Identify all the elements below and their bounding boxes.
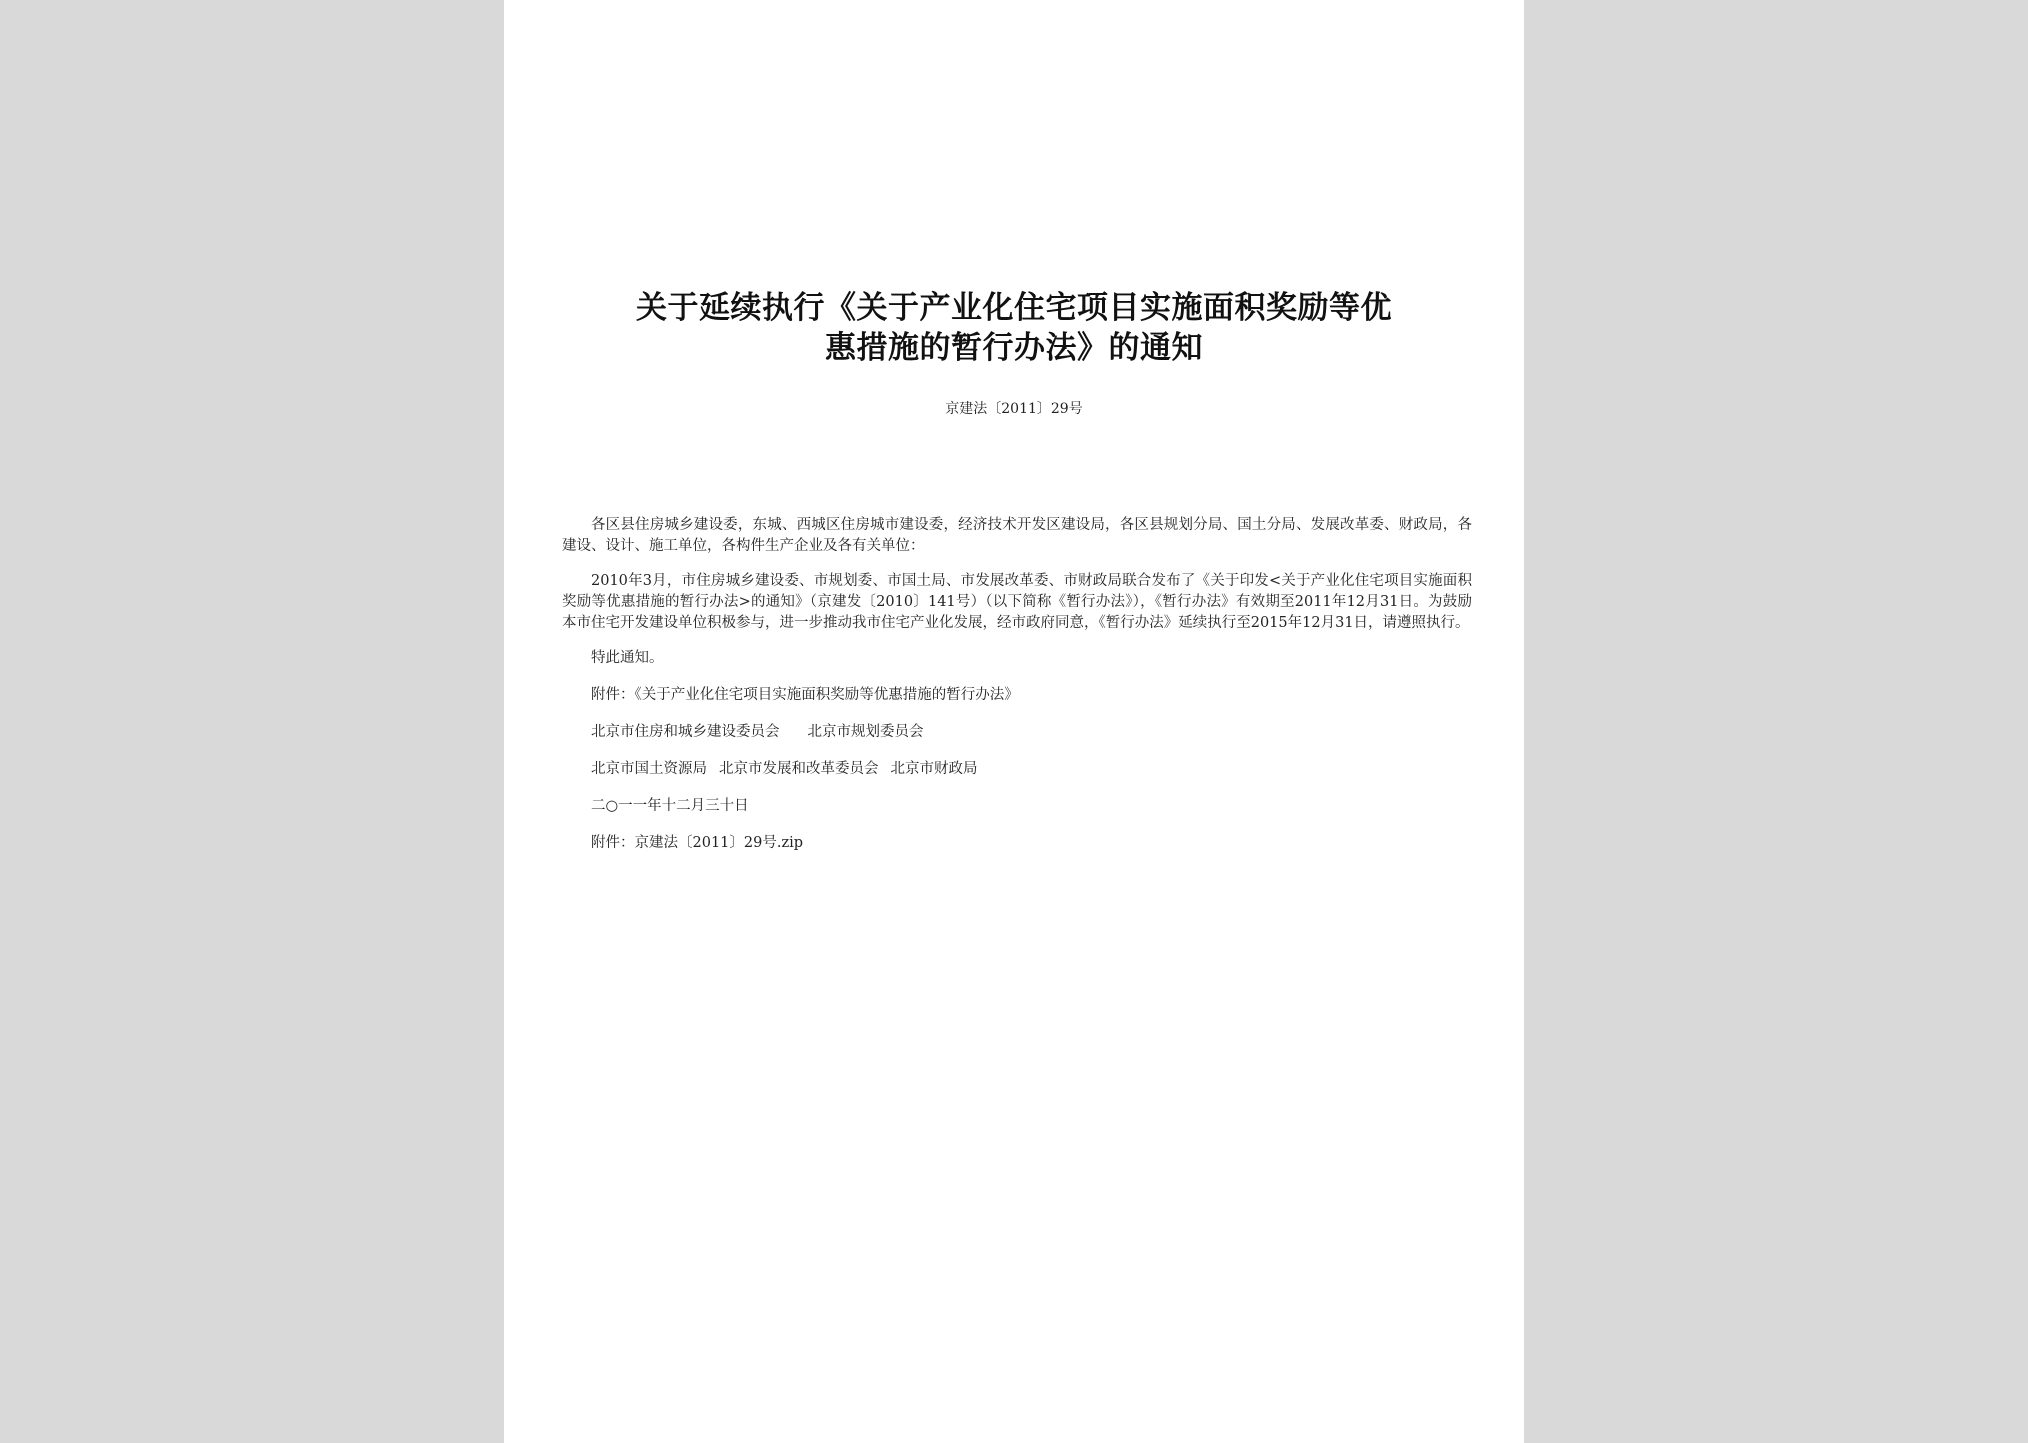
issuers-line-2	[562, 759, 1472, 780]
attachment-title: 《关于产业化住宅项目实施面积奖励等优惠措施的暂行办法》	[634, 687, 1019, 703]
issuer-2: 北京市规划委员会	[807, 724, 924, 740]
issuer-4: 北京市发展和改革委员会	[719, 761, 879, 777]
document-title	[564, 288, 1464, 368]
issuer-5: 北京市财政局	[890, 761, 978, 777]
title-line-1: 关于延续执行《关于产业化住宅项目实施面积奖励等优	[636, 290, 1392, 326]
file-line	[562, 833, 1472, 854]
issuer-3: 北京市国土资源局	[591, 761, 707, 777]
issue-date: 二○一一年十二月三十日	[591, 798, 749, 814]
document-page	[504, 0, 1524, 1443]
document-body	[562, 515, 1472, 870]
body-paragraph: 2010年3月，市住房城乡建设委、市规划委、市国土局、市发展改革委、市财政局联合发布了《关于印发<关于产业化住宅项目实施面积奖励等优惠措施的暂行办法>的通知》（京建发〔2010〕141号）（以下简称《暂行办法》），《暂行办法》有效期至2011年12月31日。为鼓励本市住宅开发建设单位积极参与，进一步推动我市住宅产业化发展，经市政府同意，《暂行办法》延续执行至2015年12月31日，请遵照执行。	[562, 573, 1472, 631]
file-attachment-link[interactable]: 京建法〔2011〕29号.zip	[634, 835, 804, 851]
document-number: 京建法〔2011〕29号	[945, 401, 1083, 417]
issuer-1: 北京市住房和城乡建设委员会	[591, 724, 780, 740]
attachment-label: 附件：	[591, 687, 635, 703]
addressees: 各区县住房城乡建设委，东城、西城区住房城市建设委，经济技术开发区建设局，各区县规划分局、国土分局、发展改革委、财政局，各建设、设计、施工单位，各构件生产企业及各有关单位：	[562, 517, 1472, 554]
issuers-line-1	[562, 722, 1472, 743]
attachment-line	[562, 685, 1472, 706]
notice-end: 特此通知。	[591, 650, 664, 666]
file-label: 附件：	[591, 835, 635, 851]
title-line-2: 惠措施的暂行办法》的通知	[825, 330, 1203, 366]
